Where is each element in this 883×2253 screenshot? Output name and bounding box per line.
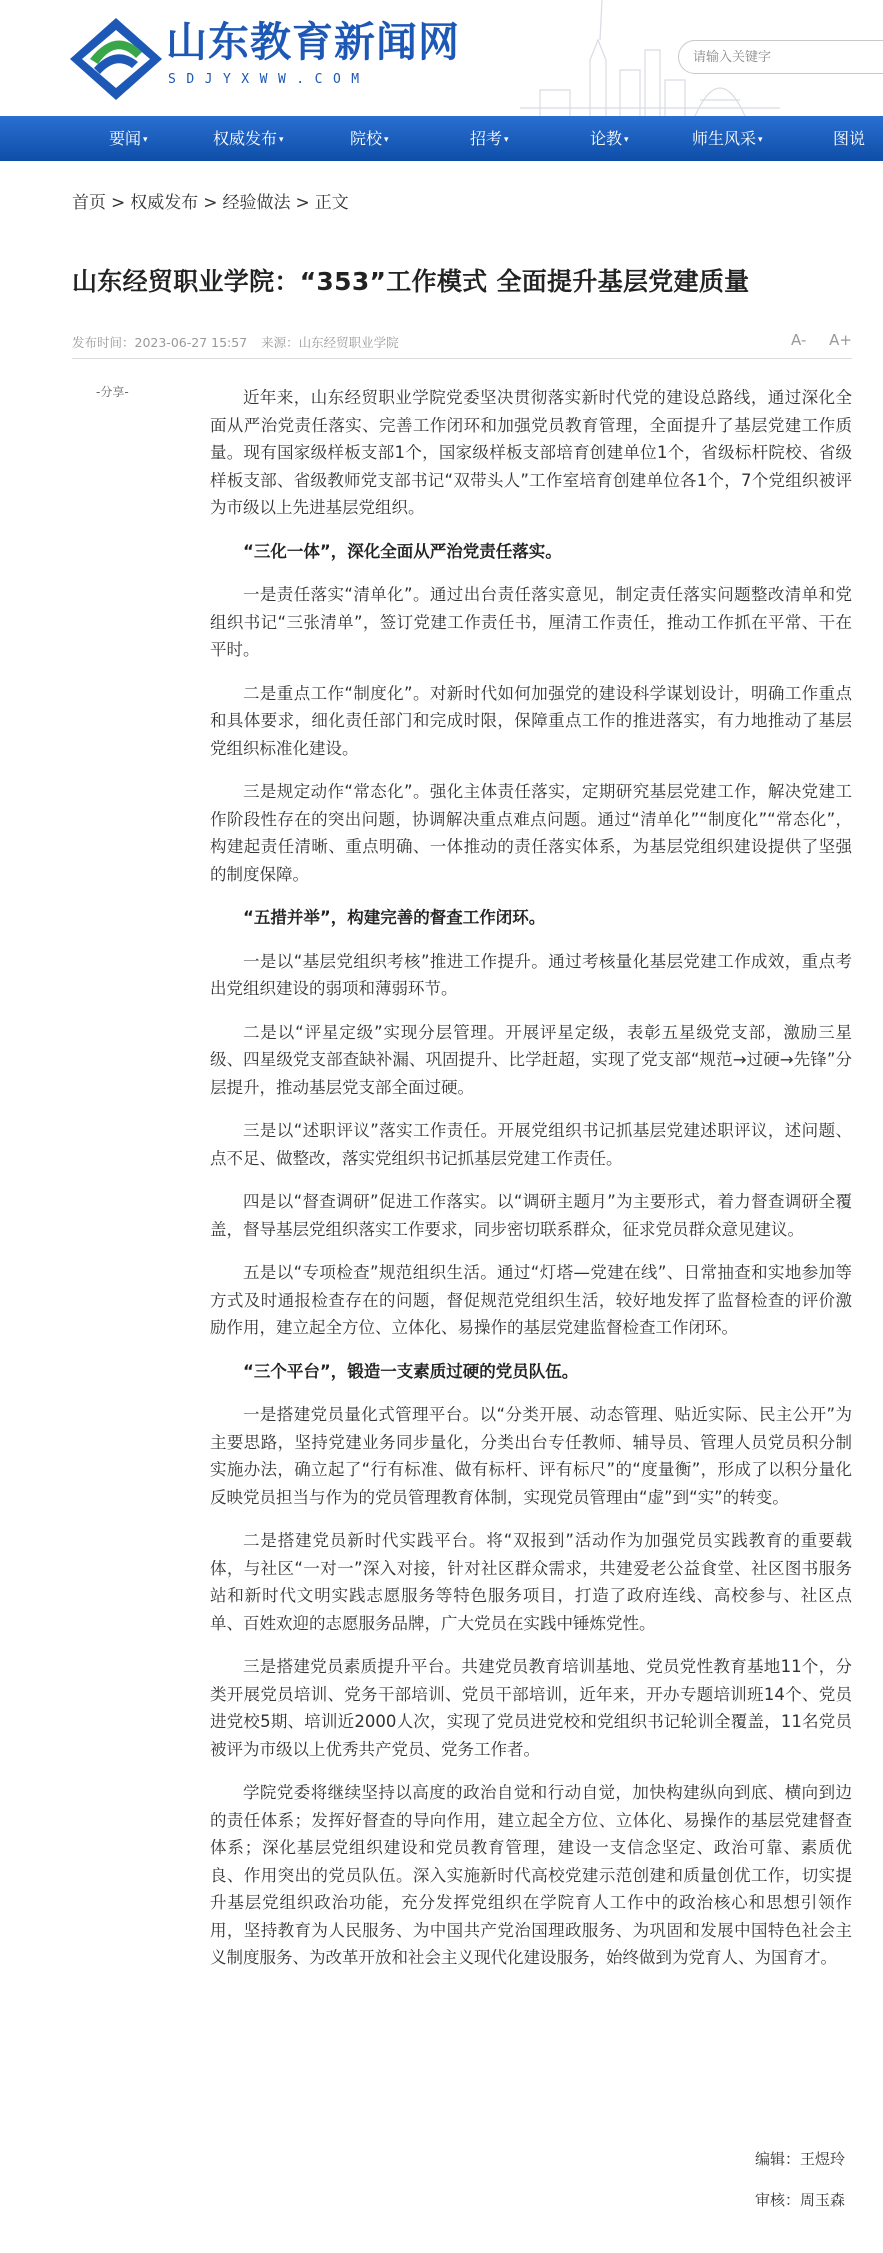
breadcrumb-official[interactable]: 权威发布 [130,193,199,213]
paragraph: 四是以“督查调研”促进工作落实。以“调研主题月”为主要形式，着力督查调研全覆盖，督导基层党组织落实工作要求，同步密切联系群众，征求党员群众意见建议。 [210,1192,852,1239]
breadcrumb-separator: > [203,193,218,213]
nav-item-news[interactable] [109,116,148,161]
caret-down-icon: ▾ [624,135,629,145]
section-heading: “五措并举”，构建完善的督查工作闭环。 [243,908,546,927]
nav-item-label: 师生风采 [692,129,757,148]
editor-credit: 编辑：王煜玲 [754,2150,845,2168]
nav-item-official[interactable] [213,116,284,161]
caret-down-icon: ▾ [758,135,763,145]
paragraph: 二是重点工作“制度化”。对新时代如何加强党的建设科学谋划设计，明确工作重点和具体要求，细化责任部门和完成时限，保障重点工作的推进落实，有力地推动了基层党组织标准化建设。 [210,683,852,758]
nav-item-label: 权威发布 [213,129,278,148]
divider [72,358,852,359]
breadcrumb-current: 正文 [314,193,349,213]
share-label[interactable]: -分享- [96,385,129,399]
article-meta [72,333,852,351]
nav-item-schools[interactable] [350,116,389,161]
font-size-controls [773,331,852,349]
site-domain: SDJYXWW.COM [168,72,370,87]
paragraph: 三是规定动作“常态化”。强化主体责任落实，定期研究基层党建工作，解决党建工作阶段性存在的突出问题，协调解决重点难点问题。通过“清单化”“制度化”“常态化”，构建起责任清晰、重点明确、一体推动的责任落实体系，为基层党组织建设提供了坚强的制度保障。 [210,782,852,884]
caret-down-icon: ▾ [504,135,509,145]
caret-down-icon: ▾ [143,135,148,145]
paragraph: 近年来，山东经贸职业学院党委坚决贯彻落实新时代党的建设总路线，通过深化全面从严治党责任落实、完善工作闭环和加强党员教育管理，全面提升了基层党建工作质量。现有国家级样板支部1个，国家级样板支部培育创建单位1个，省级标杆院校、省级样板支部、省级教师党支部书记“双带头人”工作室培育创建单位各1个，7个党组织被评为市级以上先进基层党组织。 [210,388,852,517]
site-title[interactable]: 山东教育新闻网 [166,18,460,66]
paragraph: 二是以“评星定级”实现分层管理。开展评星定级，表彰五星级党支部，激励三星级、四星级党支部查缺补漏、巩固提升、比学赶超，实现了党支部“规范→过硬→先锋”分层提升，推动基层党支部全面过硬。 [210,1022,852,1097]
nav-item-teachers-students[interactable] [692,116,763,161]
breadcrumb-separator: > [111,193,126,213]
search-input[interactable] [693,49,883,65]
paragraph: 一是责任落实“清单化”。通过出台责任落实意见，制定责任落实问题整改清单和党组织书记“三张清单”，签订党建工作责任书，厘清工作责任，推动工作抓在平常、干在平时。 [210,585,852,659]
breadcrumb [72,188,349,213]
breadcrumb-separator: > [295,193,310,213]
nav-item-label: 院校 [350,129,383,148]
article-body [210,384,852,1988]
search-box [678,40,883,74]
paragraph: 学院党委将继续坚持以高度的政治自觉和行动自觉，加快构建纵向到底、横向到边的责任体系；发挥好督查的导向作用，建立起全方位、立体化、易操作的基层党建督查体系；深化基层党组织建设和党员教育管理，建设一支信念坚定、政治可靠、素质优良、作用突出的党员队伍。深入实施新时代高校党建示范创建和质量创优工作，切实提升基层党组织政治功能，充分发挥党组织在学院育人工作中的政治核心和思想引领作用，坚持教育为人民服务、为中国共产党治国理政服务、为巩固和发展中国特色社会主义制度服务、为改革开放和社会主义现代化建设服务，始终做到为党育人、为国育才。 [210,1783,852,1967]
publish-time: 发布时间：2023-06-27 15:57 [72,335,248,350]
article-source: 来源：山东经贸职业学院 [261,335,399,350]
reviewer-credit: 审核：周玉森 [754,2191,845,2209]
section-heading: “三个平台”，锻造一支素质过硬的党员队伍。 [243,1361,579,1381]
section-heading: “三化一体”，深化全面从严治党责任落实。 [243,541,562,561]
breadcrumb-home[interactable]: 首页 [72,193,106,213]
caret-down-icon: ▾ [384,135,389,145]
breadcrumb-experience[interactable]: 经验做法 [222,193,291,213]
site-logo-icon[interactable] [68,16,164,102]
main-nav [0,116,883,161]
font-increase-button[interactable]: A+ [829,331,852,349]
site-header [0,0,883,116]
nav-item-label: 要闻 [109,129,142,148]
nav-item-admissions[interactable] [470,116,509,161]
paragraph: 二是搭建党员新时代实践平台。将“双报到”活动作为加强党员实践教育的重要载体，与社区“一对一”深入对接，针对社区群众需求，共建爱老公益食堂、社区图书服务站和新时代文明实践志愿服务等特色服务项目，打造了政府连线、高校参与、社区点单、百姓欢迎的志愿服务品牌，广大党员在实践中锤炼党性。 [210,1531,852,1633]
paragraph: 五是以“专项检查”规范组织生活。通过“灯塔—党建在线”、日常抽查和实地参加等方式及时通报检查存在的问题，督促规范党组织生活，较好地发挥了监督检查的评价激励作用，建立起全方位、立体化、易操作的基层党建监督检查工作闭环。 [210,1263,852,1337]
paragraph: 一是搭建党员量化式管理平台。以“分类开展、动态管理、贴近实际、民主公开”为主要思路，坚持党建业务同步量化，分类出台专任教师、辅导员、管理人员党员积分制实施办法，确立起了“行有标准、做有标杆、评有标尺”的“度量衡”，形成了以积分量化反映党员担当与作为的党员管理教育体制，实现党员管理由“虚”到“实”的转变。 [210,1405,852,1507]
article-title: 山东经贸职业学院：“353”工作模式 全面提升基层党建质量 [72,267,750,296]
nav-item-label: 图说 [833,129,866,148]
nav-item-photos[interactable] [833,116,865,161]
paragraph: 一是以“基层党组织考核”推进工作提升。通过考核量化基层党建工作成效，重点考出党组织建设的弱项和薄弱环节。 [210,951,852,998]
caret-down-icon: ▾ [279,135,284,145]
nav-item-discussion[interactable] [590,116,629,161]
font-decrease-button[interactable]: A- [791,331,807,349]
nav-item-label: 论教 [590,129,623,148]
paragraph: 三是以“述职评议”落实工作责任。开展党组织书记抓基层党建述职评议，述问题、点不足、做整改，落实党组织书记抓基层党建工作责任。 [210,1121,852,1168]
paragraph: 三是搭建党员素质提升平台。共建党员教育培训基地、党员党性教育基地11个，分类开展党员培训、党务干部培训、党员干部培训，近年来，开办专题培训班14个、党员进党校5期、培训近2000人次，实现了党员进党校和党组织书记轮训全覆盖，11名党员被评为市级以上优秀共产党员、党务工作者。 [210,1657,852,1759]
nav-item-label: 招考 [470,129,503,148]
